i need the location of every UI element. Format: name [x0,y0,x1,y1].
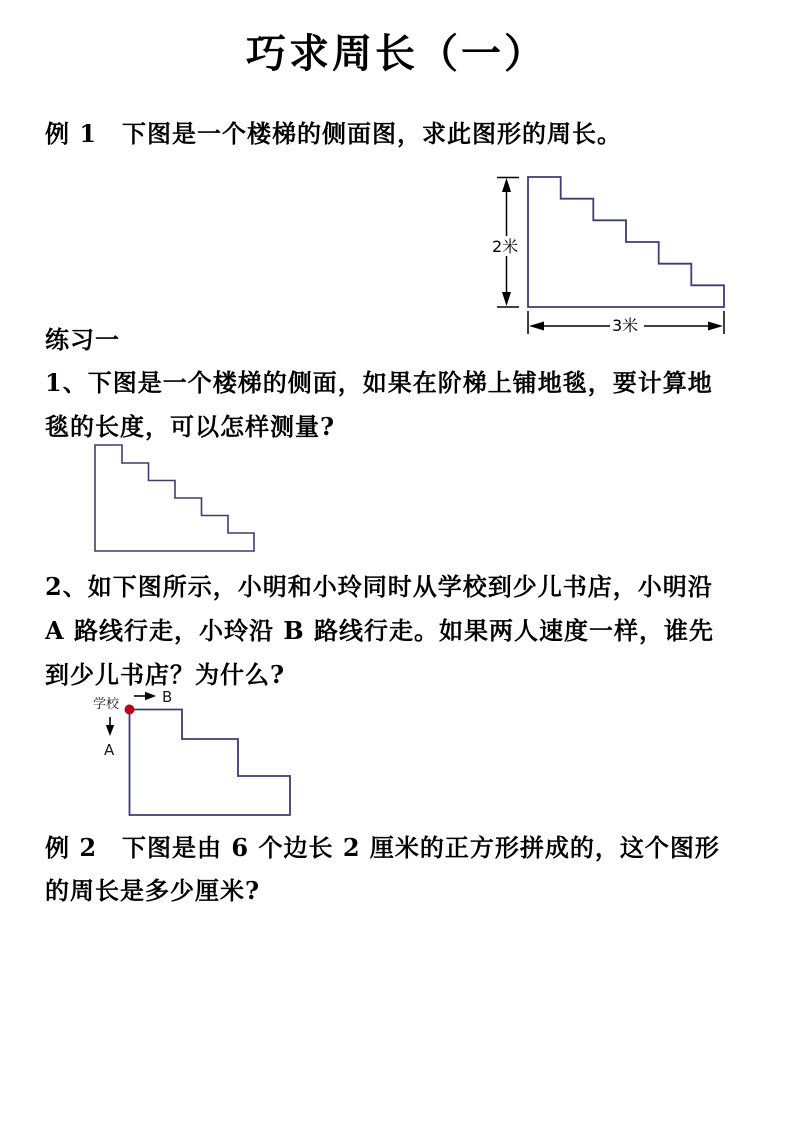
question2-line2: A 路线行走，小玲沿 B 路线行走。如果两人速度一样，谁先 [45,616,714,645]
example1-text: 例 1 下图是一个楼梯的侧面图，求此图形的周长。 [45,119,623,148]
page-title: 巧求周长（一） [246,30,547,77]
height-dimension-label: 2米 [492,237,519,256]
figure3-route-diagram [85,686,305,822]
arrowhead-up [502,178,511,192]
staircase-outline [528,177,724,307]
arrowhead-down [502,292,511,306]
school-label: 学校 [93,697,120,712]
route-b-arrowhead [145,692,156,700]
figure2-staircase [88,438,264,560]
example2-line1: 例 2 下图是由 6 个边长 2 厘米的正方形拼成的，这个图形 [45,833,720,862]
example2-line2: 的周长是多少厘米? [45,876,261,905]
question1-line1: 1、下图是一个楼梯的侧面，如果在阶梯上铺地毯，要计算地 [45,368,713,397]
start-point-dot [125,705,135,715]
exercise-heading: 练习一 [45,325,120,354]
arrowhead-right [708,322,723,331]
staircase-outline [95,445,254,551]
route-a-arrowhead [106,725,114,736]
staircase-outline [130,710,291,816]
width-dimension-label: 3米 [612,316,639,335]
figure1-staircase-with-dimensions [480,160,750,346]
route-a-label: A [104,741,115,759]
question1-line2: 毯的长度，可以怎样测量? [45,412,336,441]
arrowhead-left [529,322,544,331]
question2-line3: 到少儿书店？为什么? [45,660,286,689]
question2-line1: 2、如下图所示，小明和小玲同时从学校到少儿书店，小明沿 [45,572,713,601]
route-b-label: B [162,688,173,706]
